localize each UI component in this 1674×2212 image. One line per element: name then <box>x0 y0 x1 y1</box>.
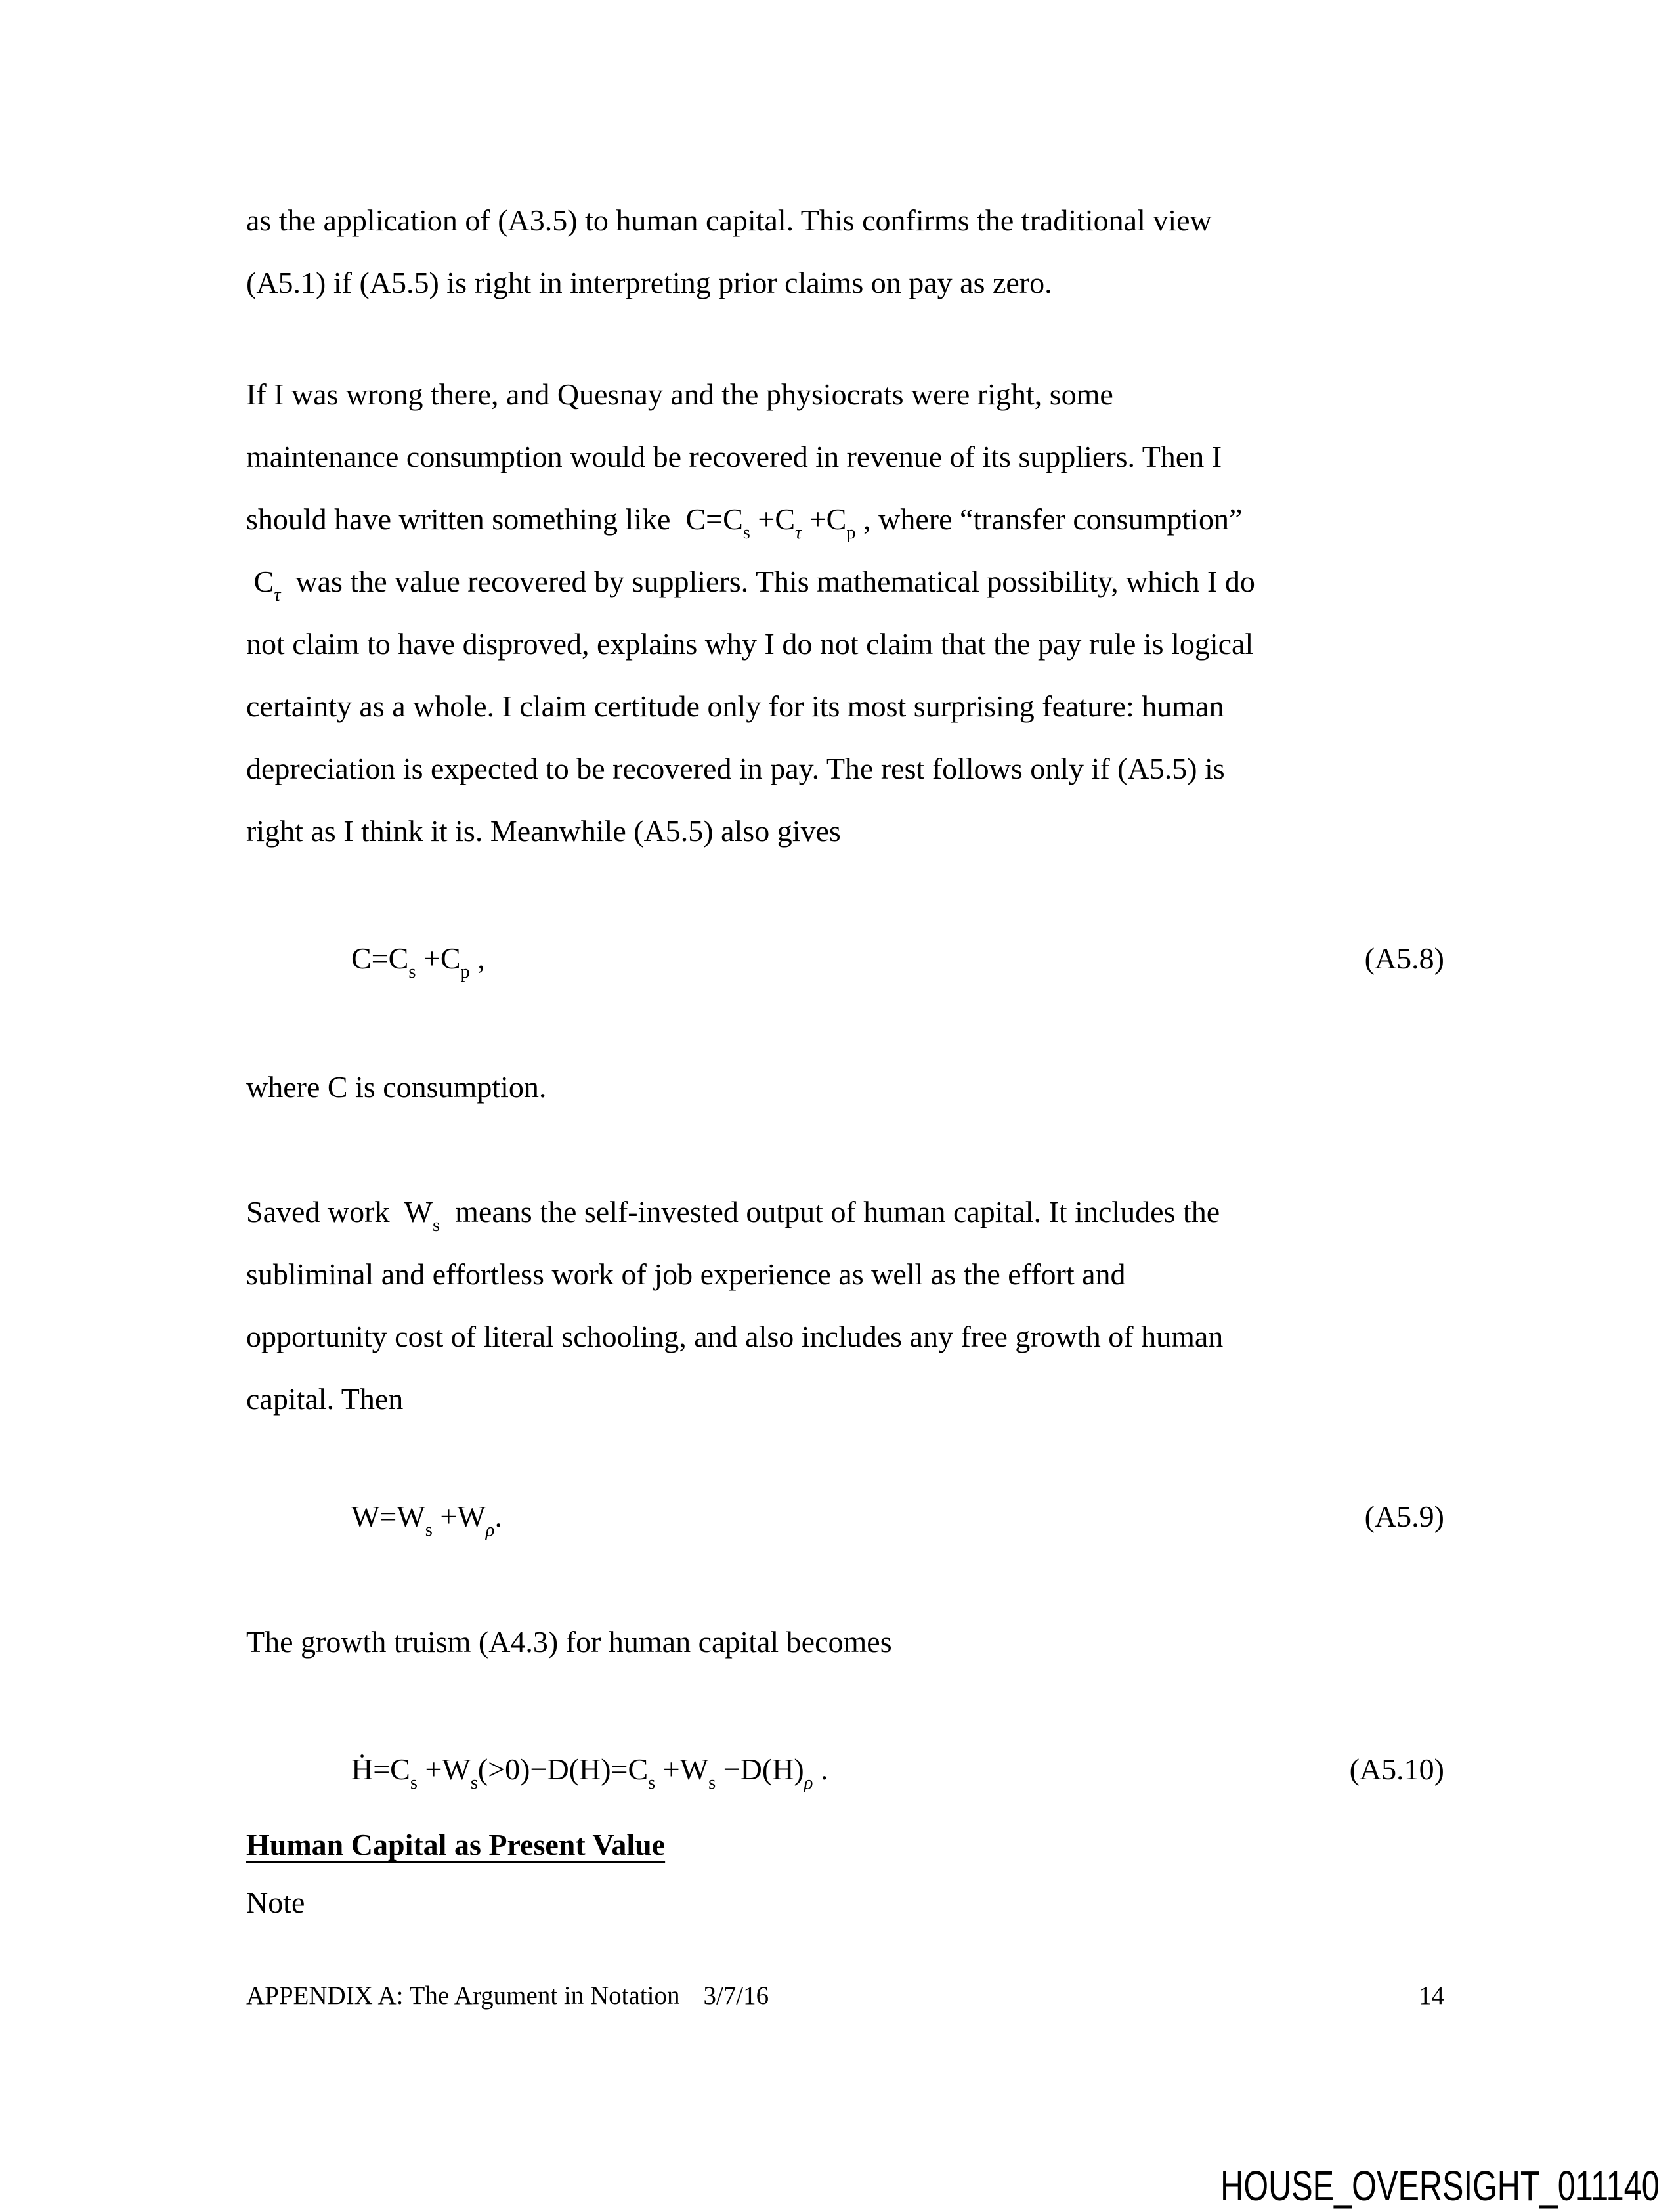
paragraph-quesnay <box>246 363 1444 862</box>
paragraph-saved-work <box>246 1181 1444 1430</box>
text-line-with-formula: should have written something like $C=C_s +C_\tau +C_p$ , where “transfer consumption” <box>246 502 1243 544</box>
paragraph-intro <box>246 189 1444 314</box>
page-footer <box>246 1978 1444 2014</box>
equation-a5-9 <box>246 1485 1444 1548</box>
text-line: (A5.1) if (A5.5) is right in interpreting prior claims on pay as zero. <box>246 266 1052 299</box>
text-line-with-formula: Saved work $W_s$ means the self-invested output of human capital. It includes the <box>246 1195 1220 1236</box>
paragraph-growth-truism <box>246 1611 1444 1673</box>
equation-number: (A5.10) <box>1349 1752 1444 1786</box>
text-line: not claim to have disproved, explains why I do not claim that the pay rule is logical <box>246 627 1254 661</box>
paragraph-note <box>246 1871 1444 1934</box>
text-line: opportunity cost of literal schooling, and also includes any free growth of human <box>246 1320 1224 1353</box>
paragraph-where-c <box>246 1056 1444 1118</box>
text-line: The growth truism (A4.3) for human capital becomes <box>246 1625 892 1659</box>
equation-body: $C=C_s +C_p$ , <box>351 942 485 983</box>
footer-title: APPENDIX A: The Argument in Notation <box>246 1982 680 2010</box>
equation-a5-10 <box>246 1738 1444 1800</box>
text-line: subliminal and effortless work of job experience as well as the effort and <box>246 1257 1126 1291</box>
text-line: right as I think it is. Meanwhile (A5.5) also gives <box>246 814 841 848</box>
text-line: Note <box>246 1886 305 1919</box>
equation-number: (A5.9) <box>1364 1500 1444 1533</box>
equation-body: $W=W_s +W_\rho$. <box>351 1500 502 1541</box>
text-line: If I was wrong there, and Quesnay and the physiocrats were right, some <box>246 378 1113 411</box>
footer-date: 3/7/16 <box>703 1982 769 2010</box>
equation-a5-8 <box>246 927 1444 989</box>
section-heading <box>246 1813 1444 1876</box>
text-line: where C is consumption. <box>246 1070 547 1104</box>
text-line-with-formula: $C_\tau$ was the value recovered by suppliers. This mathematical possibility, which I do <box>246 565 1255 606</box>
text-line: as the application of (A3.5) to human capital. This confirms the traditional view <box>246 204 1212 237</box>
bates-stamp: HOUSE_OVERSIGHT_011140 <box>1220 2162 1660 2209</box>
page-number: 14 <box>1419 1982 1444 2010</box>
text-line: depreciation is expected to be recovered in pay. The rest follows only if (A5.5) is <box>246 752 1225 785</box>
text-line: capital. Then <box>246 1382 404 1416</box>
text-line: certainty as a whole. I claim certitude only for its most surprising feature: human <box>246 689 1224 723</box>
equation-body: $Ḣ=C_s +W_s(>0)-D(H)=C_s +W_s -D(H)_\rho$ . <box>351 1752 828 1794</box>
text-line: maintenance consumption would be recovered in revenue of its suppliers. Then I <box>246 440 1222 473</box>
equation-number: (A5.8) <box>1364 942 1444 975</box>
section-heading-text: Human Capital as Present Value <box>246 1828 666 1861</box>
